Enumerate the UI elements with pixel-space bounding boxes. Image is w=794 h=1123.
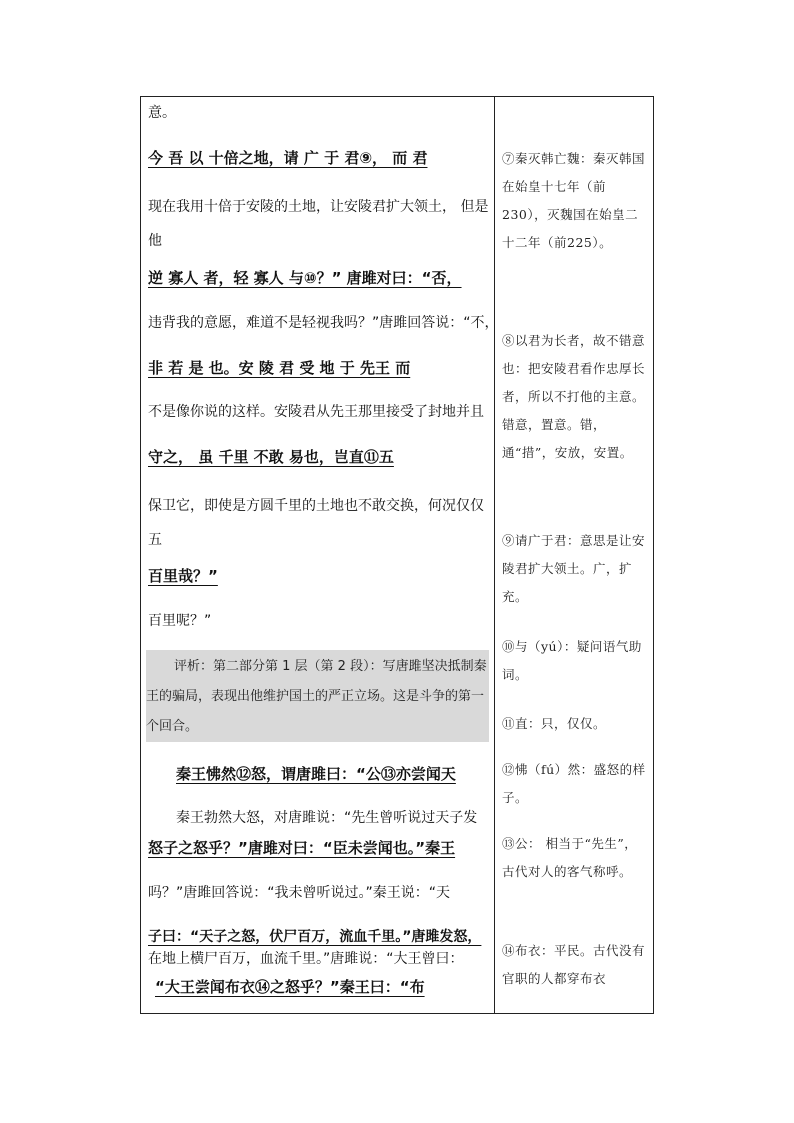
note-item: ⑫怫（fú）然：盛怒的样子。 xyxy=(502,762,646,805)
translation-line: 吗？”唐雎回答说：“我未曾听说过。”秦王说：“天 xyxy=(148,885,451,901)
note-item: ⑭布衣：平民。古代没有官职的人都穿布衣 xyxy=(502,943,646,986)
note-item: ⑦秦灭韩亡魏：秦灭韩国在始皇十七年（前230），灭魏国在始皇二十二年（前225）。 xyxy=(502,151,646,250)
translation-line: 秦王勃然大怒，对唐雎说：“先生曾听说过天子发 xyxy=(176,810,478,826)
original-line: 非 若 是 也。安 陵 君 受 地 于 先王 而 xyxy=(148,359,411,377)
mixed-line: 子曰：“天子之怒，伏尸百万，流血千里。”唐雎发怒， xyxy=(148,929,482,945)
translation-line: 违背我的意愿，难道不是轻视我吗？”唐雎回答说：“不， xyxy=(148,315,499,331)
note-item: ⑪直：只，仅仅。 xyxy=(502,716,607,731)
original-line: 逆 寡人 者，轻 寡人 与⑩？” 唐雎对曰：“否， xyxy=(148,269,462,287)
note-item: ⑬公： 相当于“先生”，古代对人的客气称呼。 xyxy=(502,836,638,879)
note-item: ⑩与（yú）：疑问语气助词。 xyxy=(502,639,642,682)
translation-line: 百里呢？” xyxy=(148,613,212,629)
original-line: 今 吾 以 十倍之地，请 广 于 君⑨， 而 君 xyxy=(148,149,428,167)
text-annotation-table xyxy=(140,96,654,1014)
translation-line: 不是像你说的这样。安陵君从先王那里接受了封地并且 xyxy=(148,404,484,420)
note-item: ⑧以君为长者，故不错意也：把安陵君看作忠厚长者，所以不打他的主意。错意，置意。错，通“措”，安放，安置。 xyxy=(502,333,646,460)
commentary-box xyxy=(146,650,489,742)
translation-line: 在地上横尸百万，血流千里。”唐雎说：“大王曾曰： xyxy=(148,951,464,967)
original-line: 百里哉？” xyxy=(148,567,218,585)
translation-line: 保卫它，即使是方圆千里的土地也不敢交换，何况仅仅五 xyxy=(148,498,484,548)
note-item: ⑨请广于君：意思是让安陵君扩大领土。广，扩充。 xyxy=(502,533,646,604)
translation-line: 意。 xyxy=(148,105,176,121)
original-line: “大王尝闻布衣⑭之怒乎？”秦王曰：“布 xyxy=(155,978,425,996)
commentary-text: 评析：第二部分第 1 层（第 2 段）：写唐雎坚决抵制秦王的骗局，表现出他维护国土的严正立场。这是斗争的第一个回合。 xyxy=(146,659,487,734)
mixed-line: 怒子之怒乎？”唐雎对曰：“臣未尝闻也。”秦王 xyxy=(148,839,456,857)
original-line: 秦王怫然⑫怒，谓唐雎曰：“公⑬亦尝闻天 xyxy=(176,765,456,783)
column-divider xyxy=(494,97,495,1013)
original-line: 守之， 虽 千里 不敢 易也，岂直⑪五 xyxy=(148,448,394,466)
translation-line: 现在我用十倍于安陵的土地，让安陵君扩大领土， 但是他 xyxy=(148,199,489,249)
